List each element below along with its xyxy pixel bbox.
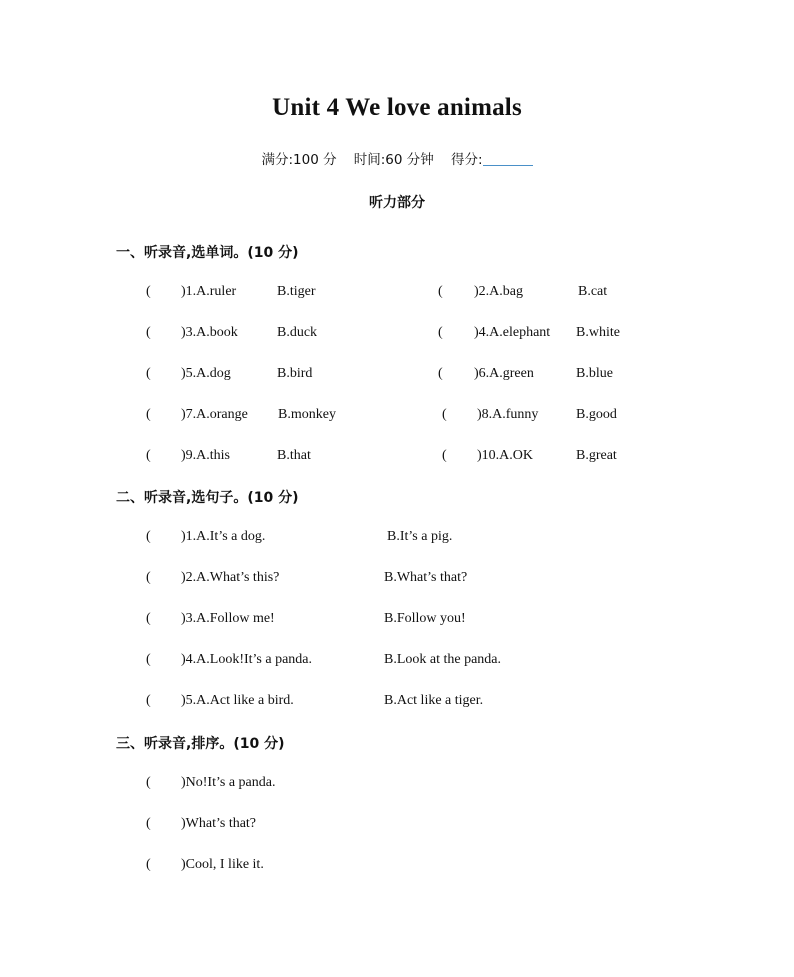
s1-item-1: )1.A.ruler [181, 284, 237, 299]
section1-heading: 一、听录音,选单词。(10 分) [116, 245, 299, 261]
answer-paren[interactable]: ( [146, 366, 151, 381]
s2-item-3-b: B.Follow you! [384, 611, 466, 626]
answer-paren[interactable]: ( [442, 407, 447, 422]
answer-paren[interactable]: ( [442, 448, 447, 463]
s2-item-2-b: B.What’s that? [384, 570, 468, 585]
section2-heading: 二、听录音,选句子。(10 分) [116, 490, 299, 506]
answer-paren[interactable]: ( [438, 366, 443, 381]
answer-paren[interactable]: ( [438, 284, 443, 299]
s2-item-4-a: )4.A.Look!It’s a panda. [181, 652, 313, 667]
answer-paren[interactable]: ( [146, 284, 151, 299]
s1-item-2: )2.A.bag [474, 284, 523, 299]
time-limit: 时间:60 分钟 [353, 152, 434, 168]
s1-item-9: )9.A.this [181, 448, 230, 463]
s1-item-10-b: B.great [576, 448, 617, 463]
s2-item-1-b: B.It’s a pig. [387, 529, 453, 544]
answer-paren[interactable]: ( [146, 652, 151, 667]
s3-item-3: )Cool, I like it. [181, 857, 264, 872]
score-blank[interactable] [483, 151, 533, 166]
s1-item-7: )7.A.orange [181, 407, 248, 422]
answer-paren[interactable]: ( [146, 529, 151, 544]
answer-paren[interactable]: ( [438, 325, 443, 340]
exam-meta [0, 148, 794, 168]
page-title: Unit 4 We love animals [272, 94, 522, 121]
s2-item-5-a: )5.A.Act like a bird. [181, 693, 294, 708]
s1-item-5: )5.A.dog [181, 366, 231, 381]
answer-paren[interactable]: ( [146, 611, 151, 626]
listening-part-heading: 听力部分 [369, 195, 425, 211]
s1-item-5-b: B.bird [277, 366, 313, 381]
answer-paren[interactable]: ( [146, 857, 151, 872]
section3-heading: 三、听录音,排序。(10 分) [116, 736, 285, 752]
s1-item-1-b: B.tiger [277, 284, 316, 299]
s1-item-8-b: B.good [576, 407, 617, 422]
s1-item-4: )4.A.elephant [474, 325, 551, 340]
s2-item-3-a: )3.A.Follow me! [181, 611, 275, 626]
s2-item-5-b: B.Act like a tiger. [384, 693, 484, 708]
s1-item-3-b: B.duck [277, 325, 318, 340]
answer-paren[interactable]: ( [146, 570, 151, 585]
s3-item-1: )No!It’s a panda. [181, 775, 276, 790]
s2-item-2-a: )2.A.What’s this? [181, 570, 280, 585]
answer-paren[interactable]: ( [146, 775, 151, 790]
score-label: 得分: [450, 152, 483, 168]
s1-item-9-b: B.that [277, 448, 311, 463]
answer-paren[interactable]: ( [146, 693, 151, 708]
s1-item-3: )3.A.book [181, 325, 238, 340]
s2-item-1-a: )1.A.It’s a dog. [181, 529, 266, 544]
answer-paren[interactable]: ( [146, 816, 151, 831]
s1-item-7-b: B.monkey [278, 407, 336, 422]
full-score: 满分:100 分 [261, 152, 337, 168]
answer-paren[interactable]: ( [146, 448, 151, 463]
answer-paren[interactable]: ( [146, 325, 151, 340]
s1-item-8: )8.A.funny [477, 407, 539, 422]
s1-item-6: )6.A.green [474, 366, 534, 381]
s1-item-2-b: B.cat [578, 284, 608, 299]
s1-item-10: )10.A.OK [477, 448, 533, 463]
s1-item-6-b: B.blue [576, 366, 613, 381]
s3-item-2: )What’s that? [181, 816, 257, 831]
s1-item-4-b: B.white [576, 325, 620, 340]
answer-paren[interactable]: ( [146, 407, 151, 422]
s2-item-4-b: B.Look at the panda. [384, 652, 502, 667]
